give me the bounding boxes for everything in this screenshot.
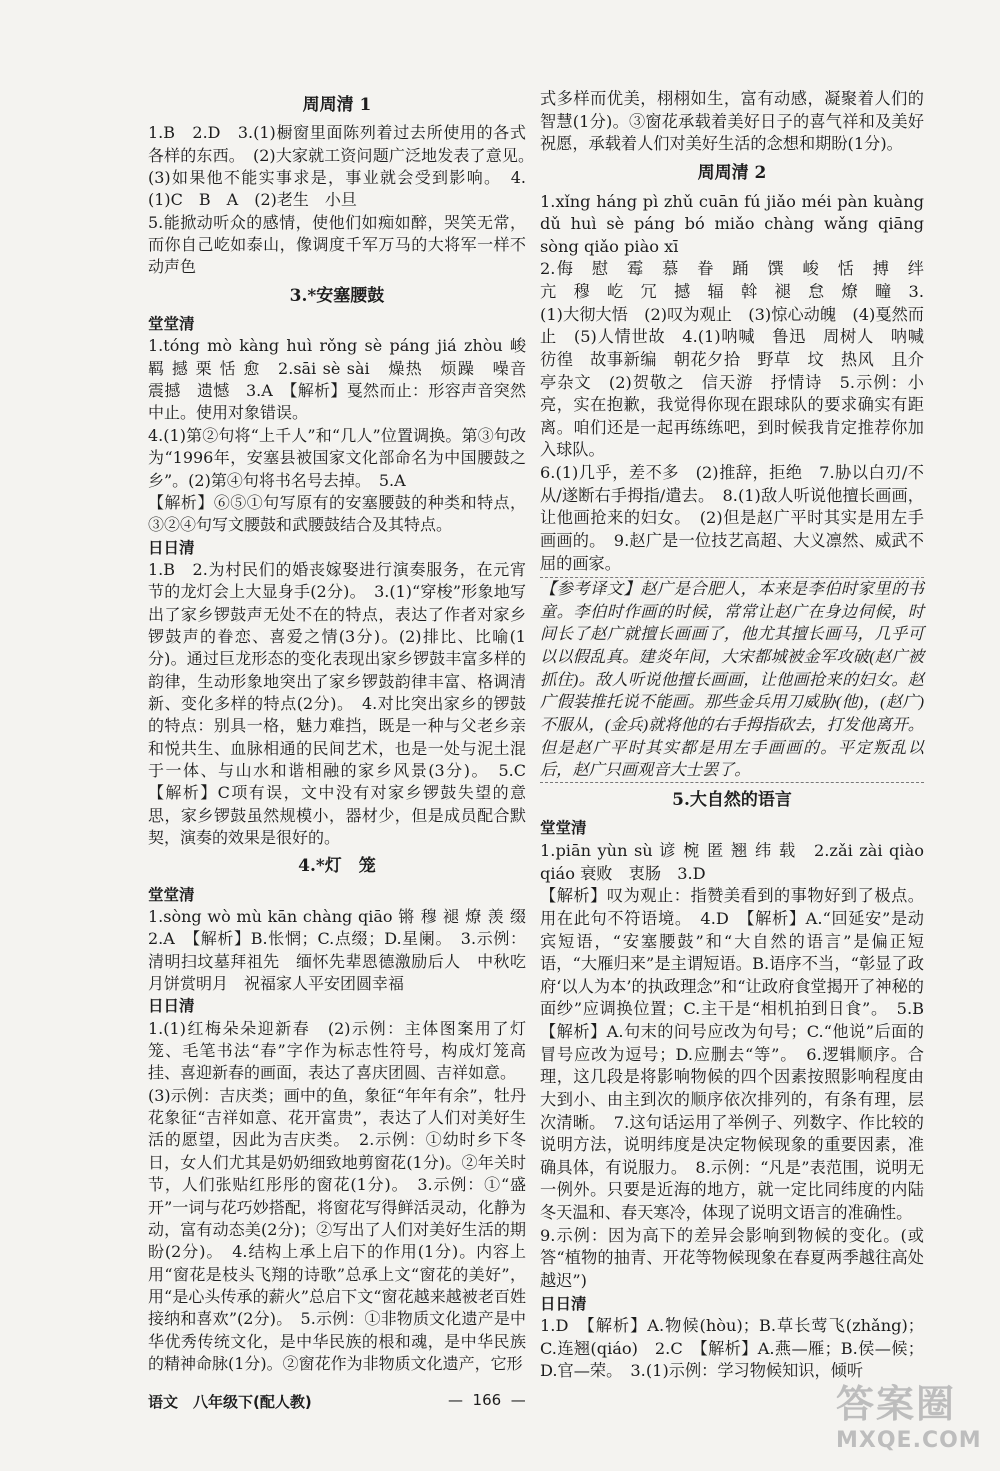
answer-paragraph: 2.侮 慰 霉 慕 眷 踊 馔 峻 恬 搏 绊 亢 穆 屹 冗 撼 辐 斡 褪 怠 燎 疃 3.(1)大彻大悟 (2)叹为观止 (3)惊心动魄 (4)戛然而止 (5)人情世故 4.(1)呐喊 鲁迅 周树人 呐喊 彷徨 故事新编 朝花夕拾 野草 坟 热风 且介亭杂文 (2)贺敬之 信天游 抒情诗 5.示例：小亮，实在抱歉，我觉得你现在跟球队的要求确实有距离。咱们还是一起再练练吧，到时候我肯定推荐你加入球队。	[540, 259, 941, 460]
section-subtitle: 堂堂清	[540, 819, 587, 838]
section-subtitle: 日日清	[148, 997, 195, 1016]
answer-paragraph: 1.B 2.D 3.(1)橱窗里面陈列着过去所使用的各式各样的东西。 (2)大家就工资问题广泛地发表了意见。 (3)如果他不能实事求是，事业就会受到影响。 4.(1)C B A (2)老生 小旦	[148, 123, 543, 210]
section-subtitle: 堂堂清	[148, 885, 195, 904]
answer-paragraph: (3)示例：吉庆类；画中的鱼，象征“年年有余”，牡丹花象征“吉祥如意、花开富贵”，表达了人们对美好生活的愿望，因此为吉庆类。 2.示例：①幼时乡下冬日，女人们尤其是奶奶细致地剪窗花(1分)。②年关时节，人们张贴红彤彤的窗花(1分)。 3.示例：①“盛开”一词与花巧妙搭配，将窗花写得鲜活灵动，化静为动，富有动态美(2分)；②写出了人们对美好生活的期盼(2分)。 4.结构上承上启下的作用(1分)。内容上用“窗花是枝头飞翔的诗歌”总承上文“窗花的美好”，用“是心头传承的薪火”总启下文“窗花越来越被老百姓接纳和喜欢”(2分)。 5.示例：①非物质文化遗产是中华优秀传统文化，是中华民族的根和魂，是中华民族的精神命脉(1分)。②窗花作为非物质文化遗产，它形	[148, 1085, 526, 1373]
watermark-url: MXQE.COM	[836, 1428, 982, 1453]
answer-paragraph: 1.tóng mò kàng huì rǒng sè páng jiá zhòu 峻 羁 撼 栗 恬 愈 2.sāi sè sài 燥热 烦躁 噪音 震撼 遗憾 3.A 【解析】戛然而止：形容声音突然中止。使用对象错误。	[148, 336, 543, 423]
answer-paragraph: 4.(1)第②句将“上千人”和“几人”位置调换。第③句改为“1996年，安塞县被国家文化部命名为中国腰鼓之乡”。(2)第④句将书名号去掉。 5.A	[148, 425, 526, 490]
answer-paragraph: 1.(1)红梅朵朵迎新春 (2)示例：主体图案用了灯笼、毛笔书法“春”字作为标志性符号，构成灯笼高挂、喜迎新春的画面，表达了喜庆团圆、吉祥如意。	[148, 1018, 526, 1083]
answer-paragraph: 式多样而优美，栩栩如生，富有动感，凝聚着人们的智慧(1分)。③窗花承载着美好日子的喜气祥和及美好祝愿，承载着人们对美好生活的念想和期盼(1分)。	[540, 89, 924, 154]
answer-paragraph: 9.示例：因为高下的差异会影响到物候的变化。(或答“植物的抽青、开花等物候现象在春夏两季越往高处越迟”)	[540, 1225, 924, 1290]
section-subtitle: 日日清	[540, 1294, 587, 1313]
answer-paragraph: 【解析】⑥⑤①句写原有的安塞腰鼓的种类和特点，③②④句写文腰鼓和武腰鼓结合及其特点。	[148, 492, 526, 535]
section-title: 周周清 2	[697, 162, 767, 183]
answer-paragraph: 1.sòng wò mù kān chàng qiāo 锵 穆 褪 燎 羡 缀 2.A 【解析】B.怅惘；C.点缀；D.星阑。 3.示例：清明扫坟墓拜祖先 缅怀先辈恩德激励后人 中秋吃月饼赏明月 祝福家人平安团圆幸福	[148, 907, 543, 994]
section-subtitle: 堂堂清	[148, 315, 195, 334]
left-column	[148, 88, 543, 1375]
answer-paragraph: 【解析】叹为观止：指赞美看到的事物好到了极点。用在此句不符语境。 4.D 【解析】A.“回延安”是动宾短语，“安塞腰鼓”和“大自然的语言”是偏正短语，“大雁归来”是主谓短语。B.语序不当，“彰显了政府‘以人为本’的执政理念”和“让政府食堂揭开了神秘的面纱”应调换位置；C.主干是“相机拍到日食”。 5.B 【解析】A.句末的问号应改为句号；C.“他说”后面的冒号应改为逗号；D.应删去“等”。 6.逻辑顺序。合理，这几段是将影响物候的四个因素按照影响程度由大到小、由主到次的顺序依次排列的，有条有理，层次清晰。 7.这句话运用了举例子、列数字、作比较的说明方法，说明纬度是决定物候现象的重要因素，准确具体，有说服力。 8.示例：“凡是”表范围，说明无一例外。只要是近海的地方，就一定比同纬度的内陆冬天温和、春天寒冷，体现了说明文语言的准确性。	[540, 886, 941, 1222]
answer-paragraph: 1.xǐng háng pì zhǔ cuān fú jiǎo méi pàn kuàng dǔ huì sè páng bó miǎo chàng wǎng qiāng sòng qiǎo piào xī	[540, 191, 924, 256]
right-column	[540, 88, 941, 1383]
answer-paragraph: 5.能掀动听众的感情，使他们如痴如醉，哭笑无常，而你自己屹如泰山，像调度千军万马的大将军一样不动声色	[148, 212, 526, 277]
answer-paragraph: 1.piān yùn sù 谚 椀 匿 翘 纬 载 2.zǎi zài qiào qiáo 衰败 衷肠 3.D	[540, 841, 924, 883]
watermark-logo-text: 答案圈	[836, 1382, 957, 1426]
reference-translation: 【参考译文】赵广是合肥人，本来是李伯时家里的书童。李伯时作画的时候，常常让赵广在身边伺候，时间长了赵广就擅长画画了，他尤其擅长画马，几乎可以以假乱真。建炎年间，大宋都城被金军攻破(赵广被抓住)。敌人听说他擅长画画，让他画抢来的妇女。赵广假装推托说不能画。那些金兵用刀威胁(他)，(赵广)不服从，(金兵)就将他的右手拇指砍去，打发他离开。但是赵广平时其实都是用左手画画的。平定叛乱以后，赵广只画观音大士罢了。	[540, 577, 924, 783]
page-number: — 166 —	[448, 1391, 526, 1409]
section-title: 周周清 1	[302, 95, 372, 115]
section-title: 4.*灯 笼	[298, 856, 376, 877]
footer-subject: 语文 八年级下(配人教)	[148, 1393, 312, 1411]
answer-paragraph: 1.D 【解析】A.物候(hòu)；B.草长莺飞(zhǎng)；C.连翘(qiáo) 2.C 【解析】A.燕—雁；B.侯—候；D.官—荣。 3.(1)示例：学习物候知识，倾听	[540, 1316, 924, 1381]
section-title: 3.*安塞腰鼓	[289, 285, 385, 306]
answer-paragraph: 6.(1)几乎，差不多 (2)推辞，拒绝 7.胁以白刃/不从/遂断右手拇指/遣去。 8.(1)敌人听说他擅长画画，让他画抢来的妇女。 (2)但是赵广平时其实是用左手画画的。 9.赵广是一位技艺高超、大义凛然、威武不屈的画家。	[540, 463, 924, 573]
section-title: 5.大自然的语言	[672, 789, 792, 810]
watermark-logo	[836, 1373, 986, 1461]
section-subtitle: 日日清	[148, 538, 195, 557]
answer-paragraph: 1.B 2.为村民们的婚丧嫁娶进行演奏服务，在元宵节的龙灯会上大显身手(2分)。 3.(1)“穿梭”形象地写出了家乡锣鼓声无处不在的特点，表达了作者对家乡锣鼓声的眷恋、喜爱之情(3分)。(2)排比、比喻(1分)。通过巨龙形态的变化表现出家乡锣鼓丰富多样的韵律，生动形象地突出了家乡锣鼓韵律丰富、格调清新、变化多样的特点(2分)。 4.对比突出家乡的锣鼓的特点：别具一格，魅力难挡，既是一种与父老乡亲和悦共生、血脉相通的民间艺术，也是一处与泥土混于一体、与山水和谐相融的家乡风景(3分)。 5.C 【解析】C项有误，文中没有对家乡锣鼓失望的意思，家乡锣鼓虽然规模小，器材少，但是成员配合默契，演奏的效果是很好的。	[148, 559, 543, 847]
